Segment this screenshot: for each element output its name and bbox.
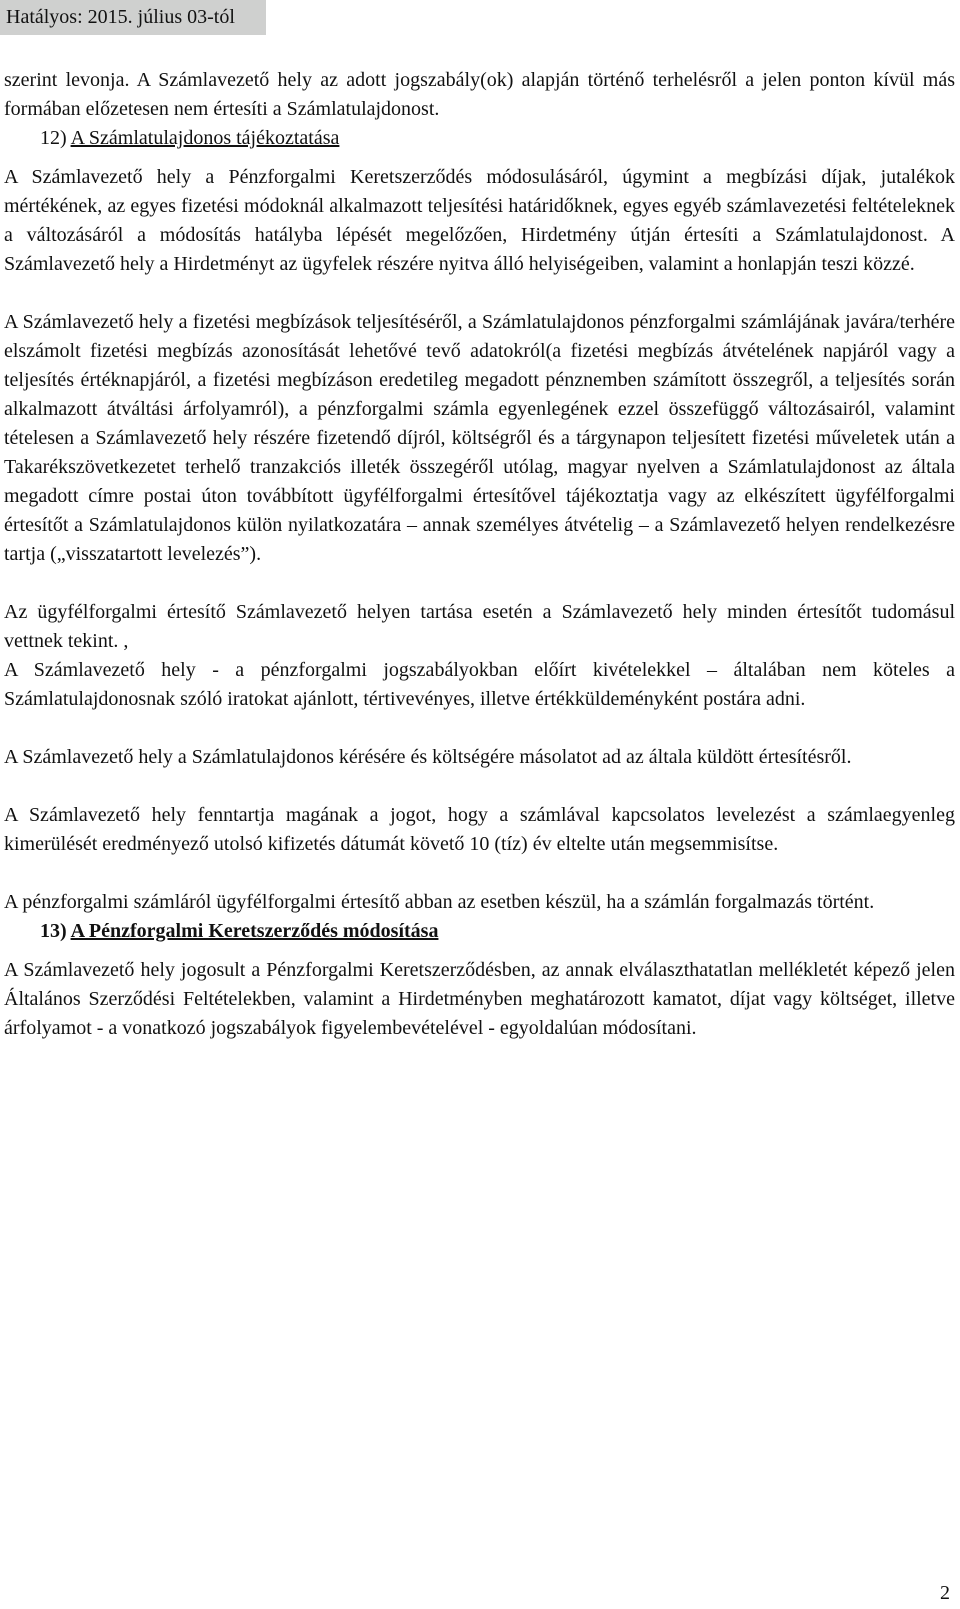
section-13-title: A Pénzforgalmi Keretszerződés módosítása: [70, 920, 439, 942]
section-12-paragraph-4: A Számlavezető hely - a pénzforgalmi jogszabályokban előírt kivételekkel – általában nem köteles a Számlatulajdonosnak szóló iratokat ajánlott, tértivevényes, illetve értékküldeményként postára adni.: [4, 659, 955, 710]
section-12-heading: [4, 124, 955, 153]
section-13-heading: [4, 917, 955, 946]
page-number: 2: [940, 1582, 950, 1604]
section-12-paragraph-6: A Számlavezető hely fenntartja magának a jogot, hogy a számlával kapcsolatos levelezést a számlaegyenleg kimerülését eredményező utolsó kifizetés dátumát követő 10 (tíz) év eltelte után megsemmisítse.: [4, 804, 955, 855]
section-12-paragraph-7: A pénzforgalmi számláról ügyfélforgalmi értesítő abban az esetben készül, ha a számlán forgalmazás történt.: [4, 891, 875, 913]
section-12-paragraph-5: A Számlavezető hely a Számlatulajdonos kérésére és költségére másolatot ad az általa küldött értesítésről.: [4, 746, 852, 768]
section-12-title: A Számlatulajdonos tájékoztatása: [70, 127, 340, 149]
section-13-number: 13): [40, 920, 67, 942]
intro-paragraph: szerint levonja. A Számlavezető hely az adott jogszabály(ok) alapján történő terhelésről a jelen ponton kívül más formában előzetesen nem értesíti a Számlatulajdonost.: [4, 69, 955, 120]
section-12-paragraph-3: Az ügyfélforgalmi értesítő Számlavezető helyen tartása esetén a Számlavezető hely minden értesítőt tudomásul vettnek tekint. ,: [4, 601, 955, 652]
section-12-number: 12): [40, 127, 67, 149]
document-body: [4, 66, 955, 1043]
section-12-paragraph-2: A Számlavezető hely a fizetési megbízások teljesítéséről, a Számlatulajdonos pénzforgalmi számlájának javára/terhére elszámolt fizetési megbízás azonosítását lehetővé tevő adatokról(a fizetési megbízás átvételének napjáról vagy a teljesítés értéknapjáról, a fizetési megbízáson eredetileg megadott pénznemben számított összegről, a teljesítés során alkalmazott átváltási árfolyamról), a pénzforgalmi számla egyenlegének ezzel összefüggő változásairól, valamint tételesen a Számlavezető hely részére fizetendő díjról, költségről és a tárgynapon teljesített fizetési műveletek után a Takarékszövetkezetet terhelő tranzakciós illeték összegéről utólag, magyar nyelven a Számlatulajdonost az általa megadott címre postai úton továbbított ügyfélforgalmi értesítővel tájékoztatja vagy az elkészített ügyfélforgalmi értesítőt a Számlatulajdonos külön nyilatkozatára – annak személyes átvételig – a Számlavezető helyen rendelkezésre tartja („visszatartott levelezés”).: [4, 311, 955, 565]
section-13-paragraph-1: A Számlavezető hely jogosult a Pénzforgalmi Keretszerződésben, az annak elválaszthatatlan mellékletét képező jelen Általános Szerződési Feltételekben, valamint a Hirdetményben meghatározott kamatot, díjat vagy költséget, illetve árfolyamot - a vonatkozó jogszabályok figyelembevételével - egyoldalúan módosítani.: [4, 959, 955, 1039]
effective-date-header: Hatályos: 2015. július 03-tól: [6, 6, 235, 28]
section-12-paragraph-1: A Számlavezető hely a Pénzforgalmi Keretszerződés módosulásáról, úgymint a megbízási díjak, jutalékok mértékének, az egyes fizetési módoknál alkalmazott teljesítési határidőknek, egyes egyéb számlavezetési feltételeknek a változásáról a módosítás hatályba lépését megelőzően, Hirdetmény útján értesíti a Számlatulajdonost. A Számlavezető hely a Hirdetményt az ügyfelek részére nyitva álló helyiségeiben, valamint a honlapján teszi közzé.: [4, 166, 955, 275]
